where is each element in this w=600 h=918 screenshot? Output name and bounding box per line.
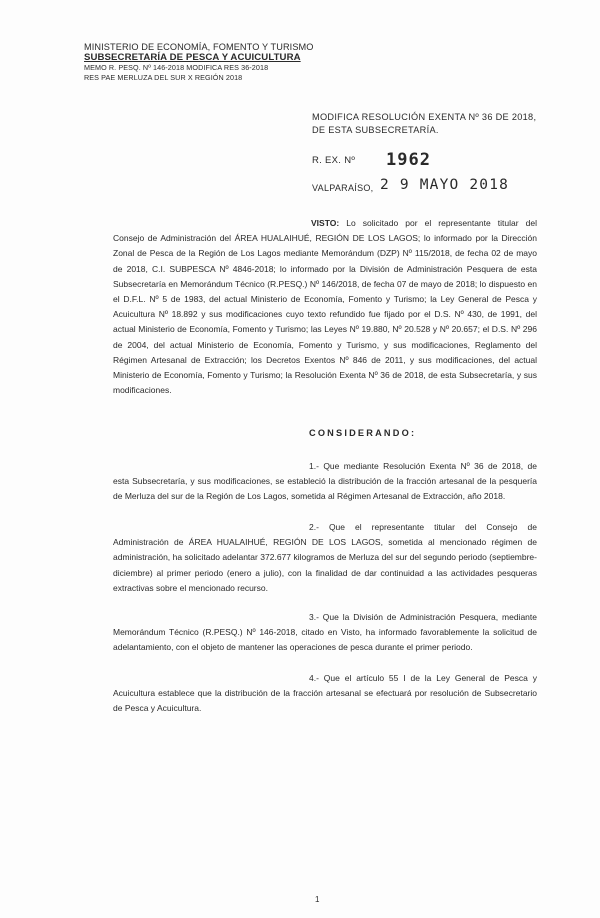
subsecretaria-name: SUBSECRETARÍA DE PESCA Y ACUICULTURA [84, 51, 301, 63]
memo-reference: MEMO R. PESQ. Nº 146-2018 MODIFICA RES 36-2018 [84, 63, 269, 72]
resolution-number-line [312, 150, 431, 170]
stamp-date: 2 9 MAYO 2018 [380, 177, 510, 193]
ministry-name: MINISTERIO DE ECONOMÍA, FOMENTO Y TURISMO [84, 42, 314, 52]
page-number: 1 [315, 895, 320, 904]
considerando-heading: CONSIDERANDO: [309, 428, 417, 438]
rex-number: 1962 [386, 150, 431, 170]
letterhead [84, 42, 314, 82]
visto-label: VISTO: [311, 218, 340, 228]
considerando-item: 3.- Que la División de Administración Pesquera, mediante Memorándum Técnico (R.PESQ.) Nº 146-2018, citado en Visto, ha informado favorablemente la solicitud de adelantamiento, con el objeto de mantener las operaciones de pesca durante el primer periodo. [113, 612, 537, 653]
resolution-title: MODIFICA RESOLUCIÓN EXENTA Nº 36 DE 2018, DE ESTA SUBSECRETARÍA. [312, 112, 537, 135]
considerando-item: 1.- Que mediante Resolución Exenta Nº 36 de 2018, de esta Subsecretaría, y sus modificaciones, se estableció la distribución de la fracción artesanal de la pesquería de Merluza del sur de la Región de Los Lagos, sometida al Régimen Artesanal de Extracción, año 2018. [113, 461, 537, 502]
rex-label: R. EX. Nº [312, 155, 356, 166]
considerando-item: 4.- Que el artículo 55 I de la Ley General de Pesca y Acuicultura establece que la distribución de la fracción artesanal se efectuará por resolución de Subsecretario de Pesca y Acuicultura. [113, 673, 537, 714]
place-date-line [312, 177, 510, 193]
visto-text: Lo solicitado por el representante titular del Consejo de Administración del ÁREA HUALAIHUÉ, REGIÓN DE LOS LAGOS; lo informado por la Dirección Zonal de Pesca de la Región de Los Lagos mediante Memorándum (DZP) Nº 115/2018, de fecha 02 de mayo de 2018, C.I. SUBPESCA Nº 4846-2018; lo informado por la División de Administración Pesquera de esta Subsecretaría en Memorándum Técnico (R.PESQ.) Nº 146/2018, de fecha 07 de mayo de 2018; lo dispuesto en el D.F.L. Nº 5 de 1983, del actual Ministerio de Economía, Fomento y Turismo; la Ley General de Pesca y Acuicultura Nº 18.892 y sus modificaciones cuyo texto refundido fue fijado por el D.S. Nº 430, de 1991, del actual Ministerio de Economía, Fomento y Turismo; las Leyes Nº 19.880, Nº 20.528 y Nº 20.657; el D.S. Nº 296 de 2004, del actual Ministerio de Economía, Fomento y Turismo, y sus modificaciones, Reglamento del Régimen Artesanal de Extracción; los Decretos Exentos Nº 846 de 2011, y sus modificaciones, del actual Ministerio de Economía, Fomento y Turismo; la Resolución Exenta Nº 36 de 2018, de esta Subsecretaría, y sus modificaciones. [113, 218, 537, 396]
visto-paragraph [113, 216, 537, 398]
city: VALPARAÍSO, [312, 183, 374, 193]
considerando-item: 2.- Que el representante titular del Consejo de Administración de ÁREA HUALAIHUÉ, REGIÓN DE LOS LAGOS, sometida al mencionado régimen de administración, ha solicitado adelantar 372.677 kilogramos de Merluza del sur del segundo periodo (septiembre-diciembre) al primer periodo (enero a julio), con la finalidad de dar continuidad a las actividades pesqueras extractivas sobre el mencionado recurso. [113, 522, 537, 593]
resolution-reference: RES PAE MERLUZA DEL SUR X REGIÓN 2018 [84, 72, 243, 82]
